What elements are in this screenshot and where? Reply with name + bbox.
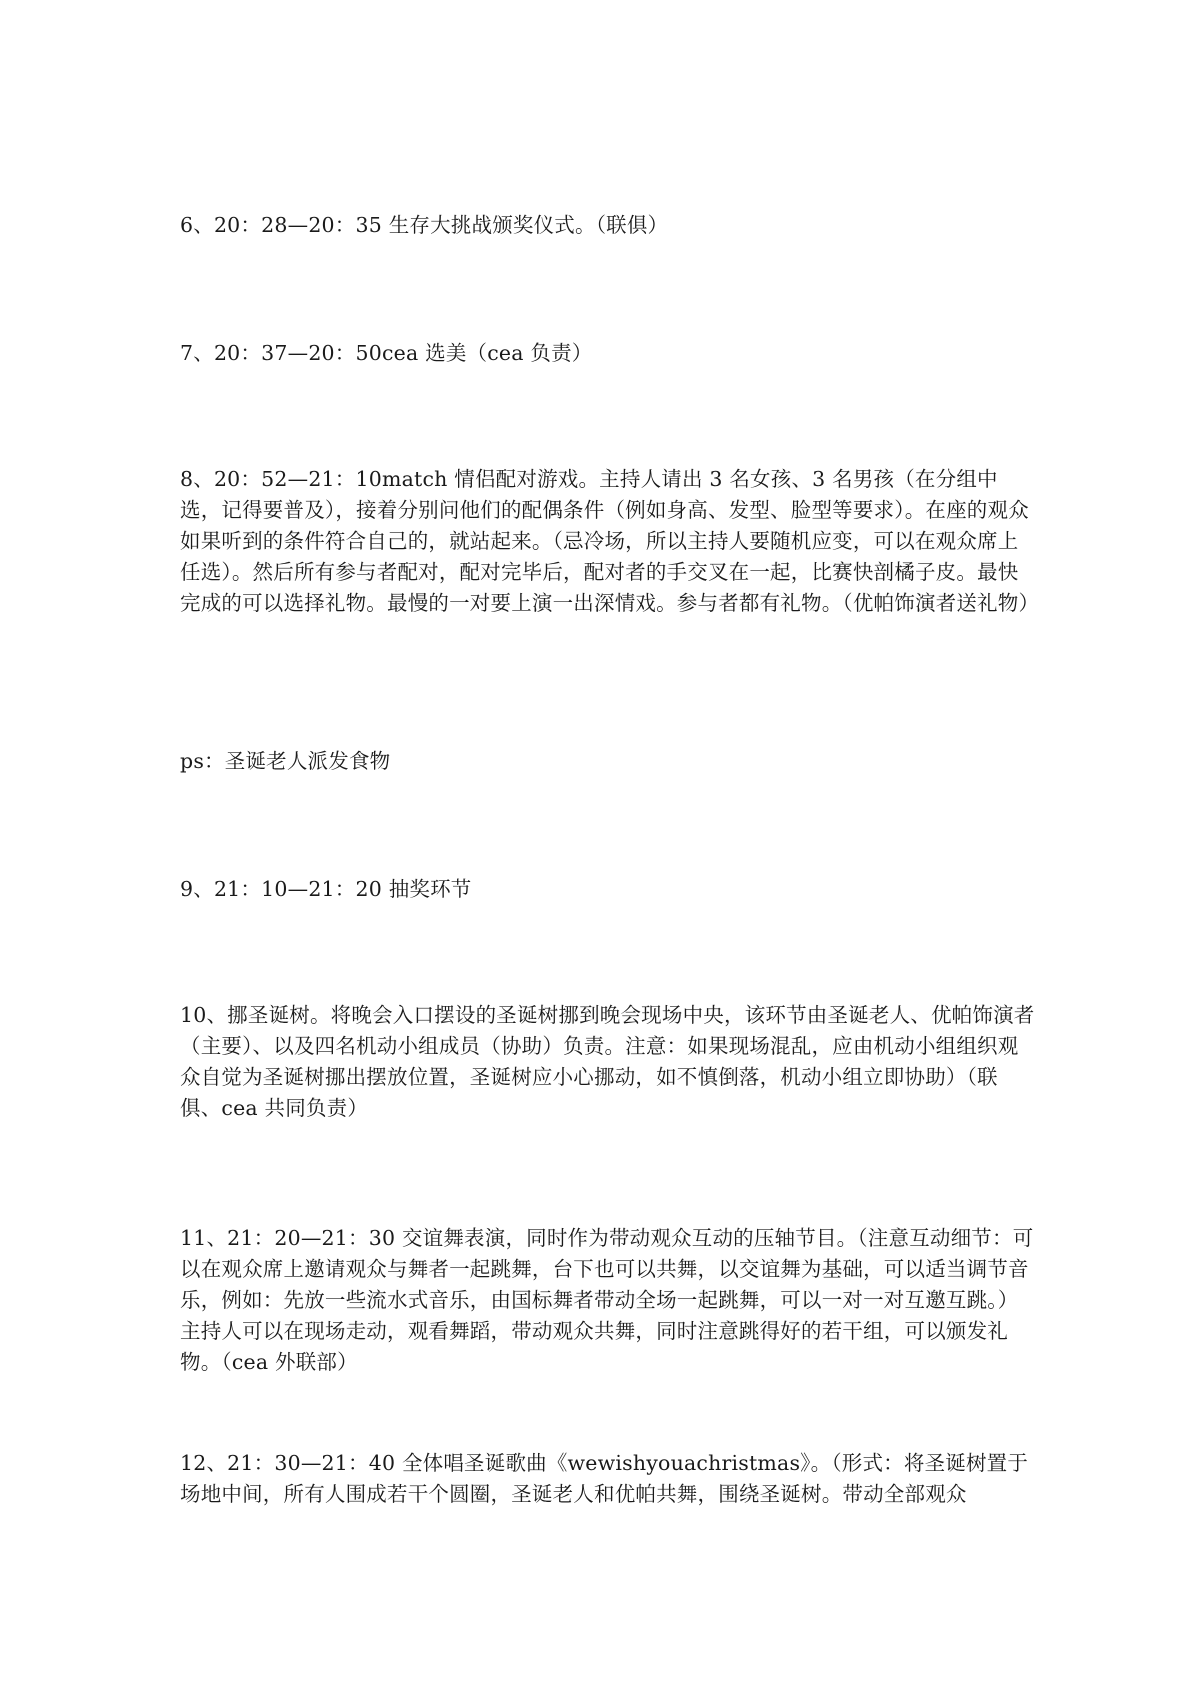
paragraph-item-9: 9、21：10—21：20 抽奖环节 — [180, 877, 472, 901]
paragraph-item-11: 11、21：20—21：30 交谊舞表演，同时作为带动观众互动的压轴节目。（注意互动细节：可以在观众席上邀请观众与舞者一起跳舞，台下也可以共舞，以交谊舞为基础，可以适当调节音乐，例如：先放一些流水式音乐，由国标舞者带动全场一起跳舞，可以一对一对互邀互跳。）主持人可以在现场走动，观看舞蹈，带动观众共舞，同时注意跳得好的若干组，可以颁发礼物。（cea 外联部） — [180, 1226, 1034, 1374]
paragraph-item-10: 10、挪圣诞树。将晚会入口摆设的圣诞树挪到晚会现场中央，该环节由圣诞老人、优帕饰演者（主要）、以及四名机动小组成员（协助）负责。注意：如果现场混乱，应由机动小组组织观众自觉为圣诞树挪出摆放位置，圣诞树应小心挪动，如不慎倒落，机动小组立即协助）（联俱、cea 共同负责） — [180, 1003, 1035, 1120]
paragraph-item-6: 6、20：28—20：35 生存大挑战颁奖仪式。（联俱） — [180, 213, 669, 237]
paragraph-item-12: 12、21：30—21：40 全体唱圣诞歌曲《wewishyouachristmas》。（形式：将圣诞树置于场地中间，所有人围成若干个圆圈，圣诞老人和优帕共舞，围绕圣诞树。带动全部观众 — [180, 1451, 1029, 1506]
paragraph-item-7: 7、20：37—20：50cea 选美（cea 负责） — [180, 341, 593, 365]
paragraph-ps-note: ps：圣诞老人派发食物 — [180, 749, 391, 773]
paragraph-item-8: 8、20：52—21：10match 情侣配对游戏。主持人请出 3 名女孩、3 名男孩（在分组中选，记得要普及），接着分别问他们的配偶条件（例如身高、发型、脸型等要求）。在座的观众如果听到的条件符合自己的，就站起来。（忌冷场，所以主持人要随机应变，可以在观众席上任选）。然后所有参与者配对，配对完毕后，配对者的手交叉在一起，比赛快剖橘子皮。最快完成的可以选择礼物。最慢的一对要上演一出深情戏。参与者都有礼物。（优帕饰演者送礼物） — [180, 467, 1040, 615]
